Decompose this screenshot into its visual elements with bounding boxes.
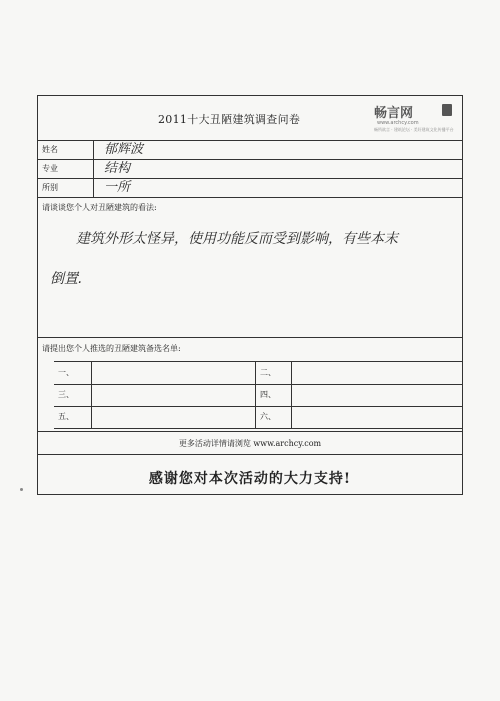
logo-name: 畅言网 [374, 106, 414, 121]
institute-label: 所别 [38, 179, 94, 197]
name-value: 郁辉波 [104, 142, 144, 157]
form-header [38, 96, 462, 141]
major-value: 结构 [104, 161, 131, 176]
logo-tagline: 畅所欲言 · 建筑论坛 · 美好建筑文化传播平台 [374, 127, 454, 132]
institute-value: 一所 [104, 180, 131, 195]
scan-speck [20, 488, 23, 491]
slot-label: 二、 [256, 362, 292, 384]
opinion-answer-line-2: 倒置. [50, 271, 83, 287]
slot-entry [92, 406, 256, 428]
opinion-question: 请谈谈您个人对丑陋建筑的看法: [42, 203, 157, 212]
major-row [38, 160, 462, 179]
slot-entry [92, 384, 256, 406]
form-title: 2011十大丑陋建筑调查问卷 [158, 113, 301, 126]
logo-mark-icon [442, 104, 452, 116]
logo-url: www.archcy.com [377, 120, 419, 126]
candidates-question: 请提出您个人推选的丑陋建筑备选名单: [42, 344, 181, 353]
slot-label: 四、 [256, 384, 292, 406]
opinion-answer-line-1: 建筑外形太怪异，使用功能反而受到影响，有些本末 [76, 231, 398, 247]
candidates-row [54, 406, 462, 429]
opinion-section [38, 197, 462, 338]
name-label: 姓名 [38, 141, 94, 159]
thanks-text: 感谢您对本次活动的大力支持! [148, 471, 352, 487]
more-info-text: 更多活动详情请浏览 www.archcy.com [178, 439, 322, 448]
name-row [38, 141, 462, 160]
slot-label: 六、 [256, 406, 292, 428]
major-label: 专业 [38, 160, 94, 178]
questionnaire-form [37, 95, 463, 495]
archcy-logo [374, 102, 452, 136]
more-info-row [38, 431, 462, 455]
slot-label: 三、 [54, 384, 92, 406]
institute-row [38, 179, 462, 198]
slot-entry [92, 362, 256, 384]
candidates-row [54, 384, 462, 407]
candidates-grid [54, 361, 462, 428]
candidates-row [54, 362, 462, 385]
slot-label: 一、 [54, 362, 92, 384]
slot-label: 五、 [54, 406, 92, 428]
